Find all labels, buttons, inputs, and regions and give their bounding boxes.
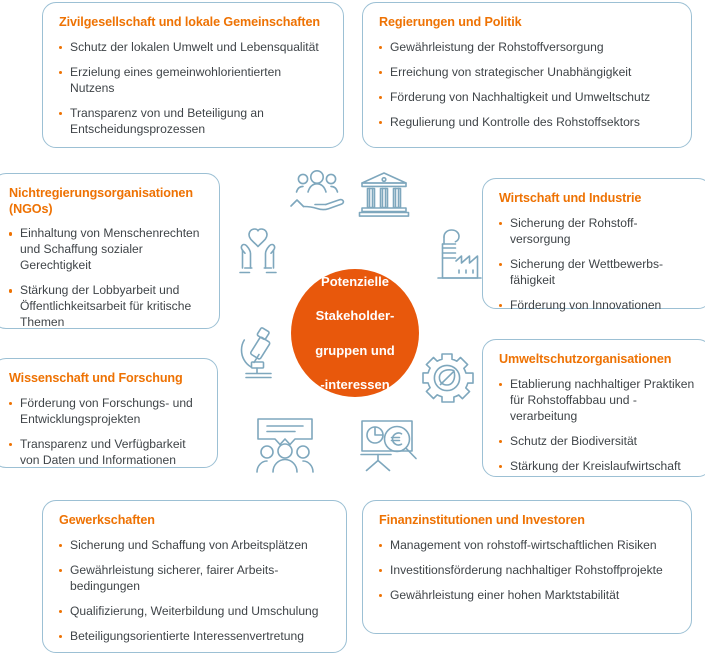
card-title: Zivilgesellschaft und lokale Gemeinschaften <box>59 15 320 29</box>
bullet-item: Transparenz und Verfügbarkeit von Daten und Informationen <box>9 437 201 469</box>
factory-icon <box>432 228 484 286</box>
bullet-item: Beteiligungsorientierte Interessenvertretung <box>59 629 330 645</box>
stakeholder-card-government <box>362 2 692 148</box>
centre-label <box>303 273 406 393</box>
bullet-item: Gewährleistung einer hohen Marktstabilität <box>379 588 675 604</box>
centre-line-3: gruppen und <box>315 342 395 358</box>
speech-bubble-people-icon <box>254 416 316 474</box>
bullet-item: Schutz der lokalen Umwelt und Lebensqualität <box>59 40 327 56</box>
stakeholder-card-ngo <box>0 173 220 329</box>
card-bullet-list <box>9 396 201 469</box>
bullet-item: Einhaltung von Menschenrechten und Schaffung sozialer Gerechtigkeit <box>9 226 203 274</box>
stakeholder-card-science <box>0 358 218 468</box>
stakeholder-card-environment <box>482 339 705 477</box>
card-title: Regierungen und Politik <box>379 15 522 29</box>
card-title: Finanzinstitutionen und Investoren <box>379 513 585 527</box>
bullet-item: Etablierung nachhaltiger Praktiken für Rohstoffabbau und -verarbeitung <box>499 377 695 425</box>
card-bullet-list <box>59 40 327 138</box>
bullet-item: Förderung von Forschungs- und Entwicklungsprojekten <box>9 396 201 428</box>
stakeholder-card-unions <box>42 500 347 653</box>
card-bullet-list <box>379 538 675 604</box>
bullet-item: Schutz der Biodiversität <box>499 434 695 450</box>
centre-line-2: Stakeholder- <box>315 308 395 324</box>
card-title: Gewerkschaften <box>59 513 155 527</box>
bullet-item: Gewährleistung der Rohstoffversorgung <box>379 40 675 56</box>
bullet-item: Qualifizierung, Weiterbildung und Umschulung <box>59 604 330 620</box>
centre-circle <box>291 269 419 397</box>
gear-with-leaves-icon <box>420 352 474 406</box>
bullet-item: Management von rohstoff-wirtschaftlichen Risiken <box>379 538 675 554</box>
bullet-item: Sicherung der Wettbewerbs-fähigkeit <box>499 257 695 289</box>
centre-line-1: Potenzielle <box>321 273 389 289</box>
card-bullet-list <box>379 40 675 131</box>
centre-line-4: -interessen <box>320 376 390 392</box>
bullet-item: Transparenz von und Beteiligung an Entscheidungsprozessen <box>59 106 327 138</box>
hand-holding-people-icon <box>288 168 346 222</box>
card-title: Umweltschutzorganisationen <box>499 352 672 366</box>
chart-euro-magnifier-icon <box>358 418 420 474</box>
card-title: Wissenschaft und Forschung <box>9 371 183 385</box>
card-bullet-list <box>9 226 203 331</box>
card-title: Nichtregierungsorganisationen (NGOs) <box>9 186 193 216</box>
bullet-item: Sicherung und Schaffung von Arbeitsplätzen <box>59 538 330 554</box>
stakeholder-card-civil-society <box>42 2 344 148</box>
bullet-item: Regulierung und Kontrolle des Rohstoffsektors <box>379 115 675 131</box>
bullet-item: Förderung von Innovationen <box>499 298 695 314</box>
bullet-item: Investitionsförderung nachhaltiger Rohstoffprojekte <box>379 563 675 579</box>
bullet-item: Förderung von Nachhaltigkeit und Umweltschutz <box>379 90 675 106</box>
card-title: Wirtschaft und Industrie <box>499 191 642 205</box>
stakeholder-card-finance <box>362 500 692 634</box>
microscope-icon <box>238 326 286 382</box>
government-building-icon <box>358 170 410 218</box>
hands-holding-heart-icon <box>232 224 284 278</box>
card-bullet-list <box>499 377 695 475</box>
bullet-item: Gewährleistung sicherer, fairer Arbeits-bedingungen <box>59 563 330 595</box>
bullet-item: Stärkung der Lobbyarbeit und Öffentlichkeitsarbeit für kritische Themen <box>9 283 203 331</box>
bullet-item: Sicherung der Rohstoff-versorgung <box>499 216 695 248</box>
stakeholder-card-industry <box>482 178 705 312</box>
card-bullet-list <box>59 538 330 645</box>
bullet-item: Erzielung eines gemeinwohlorientierten Nutzens <box>59 65 327 97</box>
bullet-item: Stärkung der Kreislaufwirtschaft <box>499 459 695 475</box>
bullet-item: Erreichung von strategischer Unabhängigkeit <box>379 65 675 81</box>
card-bullet-list <box>499 216 695 314</box>
